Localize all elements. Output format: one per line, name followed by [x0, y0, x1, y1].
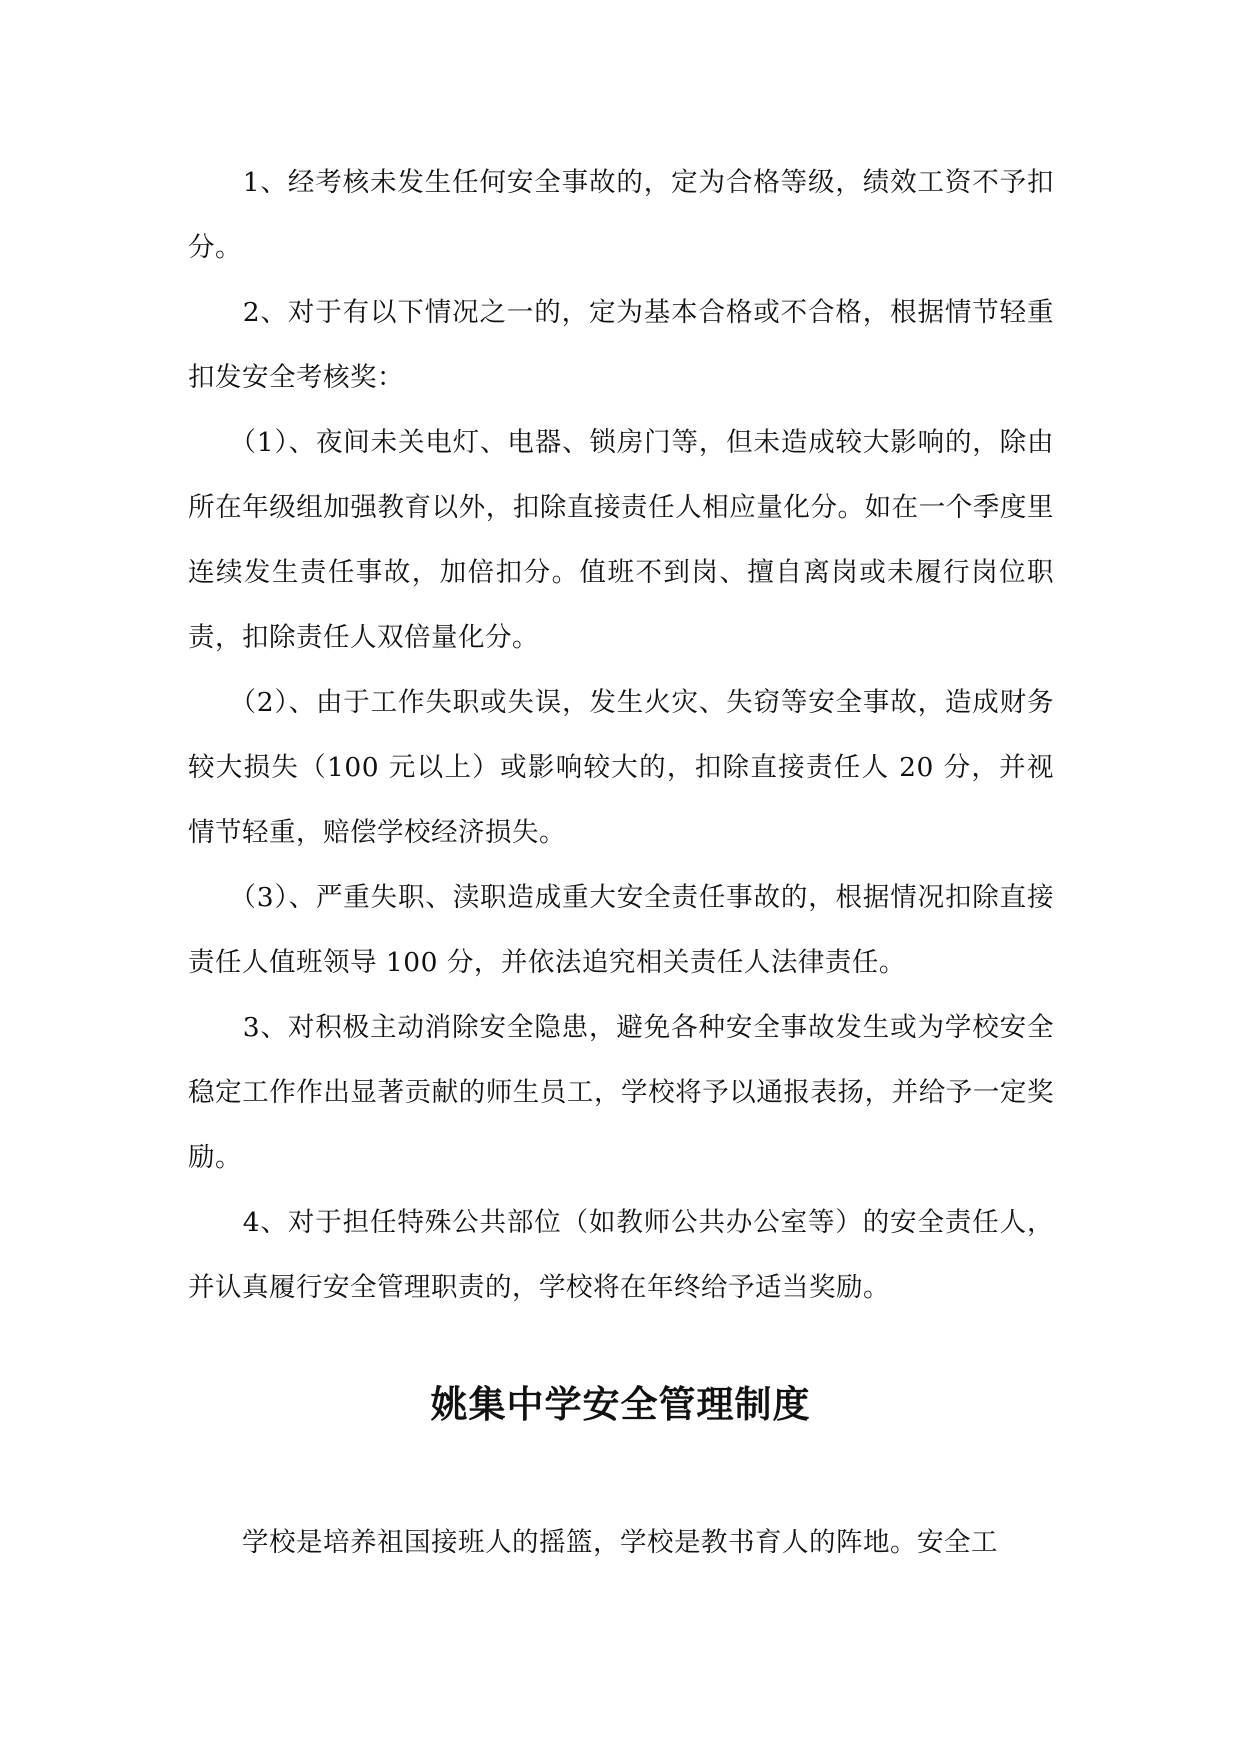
paragraph-item-2: 2、对于有以下情况之一的，定为基本合格或不合格，根据情节轻重扣发安全考核奖：: [188, 297, 1054, 393]
intro-paragraph: 学校是培养祖国接班人的摇篮，学校是教书育人的阵地。安全工: [188, 1527, 998, 1558]
paragraph-item-2-2: （2）、由于工作失职或失误，发生火灾、失窃等安全事故，造成财务较大损失（100 元以上）或影响较大的，扣除直接责任人 20 分，并视情节轻重，赔偿学校经济损失。: [188, 687, 1054, 848]
paragraph-item-4: 4、对于担任特殊公共部位（如教师公共办公室等）的安全责任人，并认真履行安全管理职责的，学校将在年终给予适当奖励。: [188, 1207, 1054, 1303]
paragraph-item-2-3: （3）、严重失职、渎职造成重大安全责任事故的，根据情况扣除直接责任人值班领导 100 分，并依法追究相关责任人法律责任。: [188, 882, 1054, 978]
section-title: 姚集中学安全管理制度: [430, 1383, 811, 1426]
paragraph-item-1: 1、经考核未发生任何安全事故的，定为合格等级，绩效工资不予扣分。: [188, 167, 1054, 263]
paragraph-item-3: 3、对积极主动消除安全隐患，避免各种安全事故发生或为学校安全稳定工作作出显著贡献的师生员工，学校将予以通报表扬，并给予一定奖励。: [188, 1012, 1054, 1173]
paragraph-item-2-1: （1）、夜间未关电灯、电器、锁房门等，但未造成较大影响的，除由所在年级组加强教育以外，扣除直接责任人相应量化分。如在一个季度里连续发生责任事故，加倍扣分。值班不到岗、擅自离岗或未履行岗位职责，扣除责任人双倍量化分。: [188, 427, 1054, 653]
